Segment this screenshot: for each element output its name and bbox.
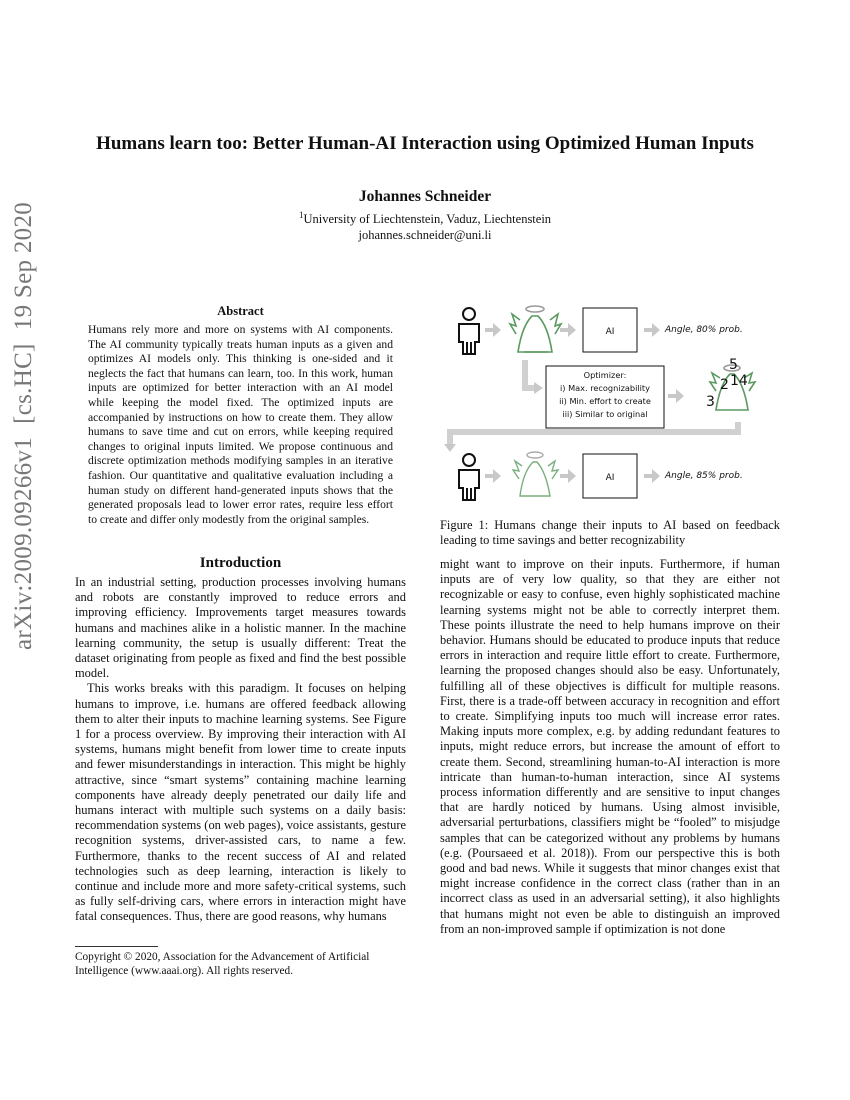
- author-name: Johannes Schneider: [358, 188, 492, 205]
- optimizer-item-2: ii) Min. effort to create: [559, 396, 651, 406]
- intro-paragraph-continued: might want to improve on their inputs. Furthermore, if human inputs are of very low quality, so that they are either not recognizable or easy to confuse, even highly sophisticated machine learning systems might not be able to correctly interpret them. These points illustrate the need to help humans improve on their behavior. Humans should be educated to produce inputs that reduce errors in interaction and require little effort to create. Furthermore, learning the proposed changes should also be easy. Unfortunately, fulfilling all of these objectives is difficult for multiple reasons. First, there is a trade-off between accuracy in recognition and effort to create. Simplifying inputs too much will increase error rates. Making inputs more complex, e.g. by adding redundant features to inputs, might reduce errors, but increase the amount of effort to create them. Second, streamlining human-to-AI interaction is more intricate than human-to-human interaction, since AI systems process information differently and are sensitive to input changes that are hardly noticed by humans. Using almost invisible, adversarial perturbations, classifiers might be “fooled” to misjudge samples that can be categorized without any problems by humans (e.g. (Poursaeed et al. 2018)). From our perspective this is both good and bad news. While it suggests that minor changes exist that might increase confidence in the correct class (rather than in an incorrect class as used in an adversarial setting), it also highlights that humans might not even be able to distinguish an improved from an non-improved sample if optimization is not done: [440, 557, 780, 936]
- person-icon: [459, 308, 479, 354]
- ai-label-bottom: AI: [605, 473, 615, 483]
- figure-1-diagram: [440, 300, 780, 510]
- affiliation-marker: 1: [298, 210, 304, 220]
- arrow-icon: [444, 444, 456, 452]
- arrow-icon: [668, 389, 684, 403]
- result-bottom: Angle, 85% prob.: [665, 471, 743, 481]
- arrow-icon: [644, 323, 660, 337]
- introduction-left-column: [75, 575, 406, 925]
- person-icon: [459, 454, 479, 500]
- figure-1-caption: Figure 1: Humans change their inputs to AI based on feedback leading to time savings and better recognizability: [440, 518, 780, 548]
- arrow-icon: [485, 323, 501, 337]
- arrow-icon: [560, 469, 576, 483]
- introduction-heading: Introduction: [199, 555, 282, 571]
- abstract-text: Humans rely more and more on systems with AI components. The AI community typically treats human inputs as a given and optimizes AI models only. This thinking is one-sided and it neglects the fact that humans can learn, too. In this work, human inputs are optimized for better interaction with an AI model while keeping the model fixed. The optimized inputs are accompanied by instructions on how to create them. They allow humans to save time and cut on errors, while keeping required changes to original inputs limited. We propose continuous and discrete optimization methods modifying samples in an iterative fashion. Our quantitative and qualitative evaluation including a human study on different hand-generated inputs shows that the generated proposals lead to lower error rates, require less effort to create and differ only modestly from the original samples.: [88, 323, 393, 526]
- footnote-rule: [75, 946, 158, 947]
- figure-1: [440, 300, 780, 510]
- stroke-number: 5: [729, 357, 738, 373]
- introduction-right-column: [440, 557, 780, 937]
- author-email: johannes.schneider@uni.li: [358, 228, 492, 243]
- affiliation: University of Liechtenstein, Vaduz, Liechtenstein: [303, 212, 552, 227]
- optimizer-title: Optimizer:: [583, 370, 627, 380]
- arrow-icon: [485, 469, 501, 483]
- arxiv-stamp: arXiv:2009.09266v1 [cs.HC] 19 Sep 2020: [10, 201, 37, 650]
- stroke-number: 2: [720, 377, 729, 393]
- abstract-heading: Abstract: [217, 304, 264, 318]
- angel-sketch-icon: [510, 306, 561, 352]
- paper-title: Humans learn too: Better Human-AI Interaction using Optimized Human Inputs: [96, 133, 754, 154]
- arrow-icon: [644, 469, 660, 483]
- arrow-icon: [534, 382, 543, 394]
- stroke-number: 3: [706, 394, 715, 410]
- result-top: Angle, 80% prob.: [665, 325, 743, 335]
- improved-sketch-icon: [513, 452, 558, 496]
- affiliation-block: [0, 207, 850, 243]
- intro-paragraph-1: In an industrial setting, production processes involving humans and robots are constantly improved to reduce errors and improving efficiency. Improvements target measures towards humans and machines alike in a holistic manner. In the machine learning community, the setup is usually different: Treat the dataset originating from people as fixed and find the best possible model.: [75, 575, 406, 681]
- copyright-notice: Copyright © 2020, Association for the Advancement of Artificial Intelligence (www.aaai.org). All rights reserved.: [75, 951, 370, 977]
- intro-paragraph-2: This works breaks with this paradigm. It focuses on helping humans to improve, i.e. humans are offered feedback allowing them to alter their inputs to machine learning systems. See Figure 1 for a process overview. By improving their interaction with AI systems, humans might benefit from lower time to create inputs and fewer misunderstandings in interaction. This might be highly attractive, since “smart systems” containing machine learning components have already deeply penetrated our daily life and humans interact with multiple such systems on a daily basis: recommendation systems (on web pages), voice assistants, gesture recognition systems, driver-assisted cars, to name a few. Furthermore, thanks to the recent success of AI and related technologies such as deep learning, interaction is likely to continue and include more and more safety-critical systems, such as fully self-driving cars, where errors in interaction might have fatal consequences. Thus, there are good reasons, why humans: [75, 681, 406, 924]
- optimizer-item-1: i) Max. recognizability: [560, 383, 650, 393]
- optimizer-item-3: iii) Similar to original: [562, 409, 648, 419]
- ai-label-top: AI: [605, 327, 615, 337]
- arrow-icon: [560, 323, 576, 337]
- stroke-number: 14: [730, 373, 748, 389]
